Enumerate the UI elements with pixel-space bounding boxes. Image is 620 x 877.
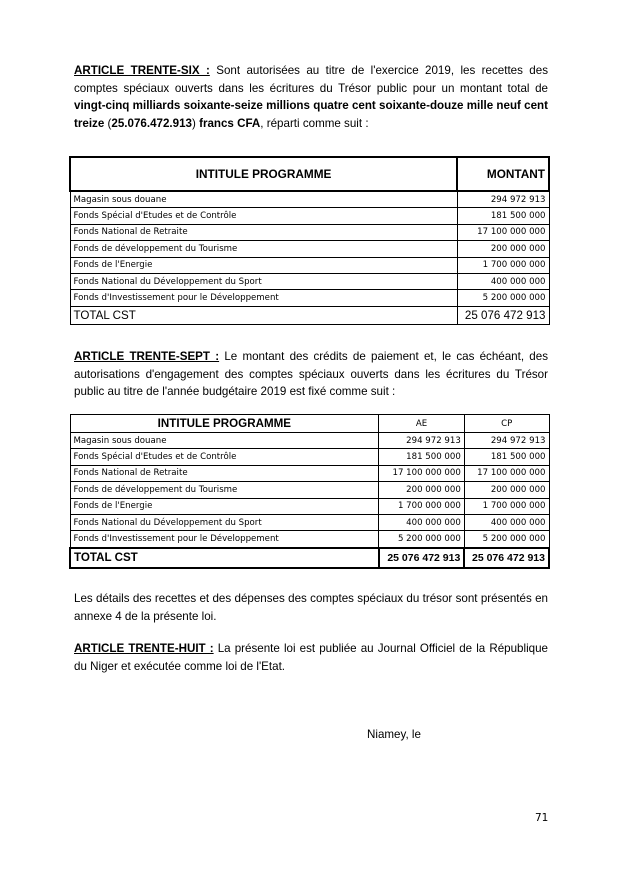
table-row: Fonds National du Développement du Sport 400 000 000 400 000 000 <box>70 514 549 530</box>
article-36-heading: ARTICLE TRENTE-SIX : <box>74 64 210 77</box>
table-row: Fonds d'Investissement pour le Développement 5 200 000 000 5 200 000 000 <box>70 531 549 548</box>
table-row: Fonds de développement du Tourisme 200 000 000 200 000 000 <box>70 482 549 498</box>
article-38-paragraph: ARTICLE TRENTE-HUIT : La présente loi est publiée au Journal Officiel de la République du Niger et exécutée comme loi de l'Etat. <box>74 642 549 673</box>
header-montant: MONTANT <box>457 157 549 191</box>
table-row: Fonds Spécial d'Etudes et de Contrôle 181 500 000 <box>70 208 549 224</box>
article-38-heading: ARTICLE TRENTE-HUIT : <box>74 642 214 655</box>
page-number: 71 <box>535 812 549 824</box>
total-value: 25 076 472 913 <box>457 306 549 324</box>
table-row: Fonds de l'Energie 1 700 000 000 <box>70 257 549 273</box>
table-row: Fonds d'Investissement pour le Développement 5 200 000 000 <box>70 290 549 306</box>
table-header-row <box>70 415 549 433</box>
total-label: TOTAL CST <box>70 548 379 568</box>
total-cp: 25 076 472 913 <box>464 548 549 568</box>
table-header-row <box>70 157 549 191</box>
table-row: Fonds National de Retraite 17 100 000 000 <box>70 224 549 240</box>
total-row <box>70 306 549 324</box>
table-row: Fonds Spécial d'Etudes et de Contrôle 181 500 000 181 500 000 <box>70 449 549 465</box>
article-36-paragraph: ARTICLE TRENTE-SIX : Sont autorisées au titre de l'exercice 2019, les recettes des comptes spéciaux ouverts dans les écritures du Trésor public pour un montant total de vingt-cinq milliards soixante-seize millions quatre cent soixante-douze mille neuf cent treize (25.076.472.913) francs CFA, réparti comme suit : <box>74 64 548 130</box>
table-row: Fonds de l'Energie 1 700 000 000 1 700 000 000 <box>70 498 549 514</box>
total-ae: 25 076 472 913 <box>379 548 465 568</box>
details-paragraph: Les détails des recettes et des dépenses des comptes spéciaux du trésor sont présentés en annexe 4 de la présente loi. <box>74 592 548 623</box>
article-37-paragraph: ARTICLE TRENTE-SEPT : Le montant des crédits de paiement et, le cas échéant, des autorisations d'engagement des comptes spéciaux ouverts dans les écritures du Trésor public au titre de l'année budgétaire 2019 est fixé comme suit : <box>74 350 549 398</box>
table-row: Magasin sous douane 294 972 913 294 972 913 <box>70 433 549 449</box>
table-row: Fonds National de Retraite 17 100 000 000 17 100 000 000 <box>70 465 549 481</box>
table-row: Fonds de développement du Tourisme 200 000 000 <box>70 241 549 257</box>
recettes-table <box>69 156 550 325</box>
credits-table <box>69 414 550 569</box>
header-cp: CP <box>464 415 549 433</box>
total-row <box>70 548 549 568</box>
article-37-heading: ARTICLE TRENTE-SEPT : <box>74 350 220 363</box>
header-intitule-programme: INTITULE PROGRAMME <box>70 415 379 433</box>
total-label: TOTAL CST <box>70 306 457 324</box>
header-ae: AE <box>379 415 465 433</box>
table-row: Fonds National du Développement du Sport 400 000 000 <box>70 273 549 289</box>
table-row: Magasin sous douane 294 972 913 <box>70 191 549 208</box>
header-intitule-programme: INTITULE PROGRAMME <box>70 157 457 191</box>
signature-place: Niamey, le <box>367 728 421 741</box>
